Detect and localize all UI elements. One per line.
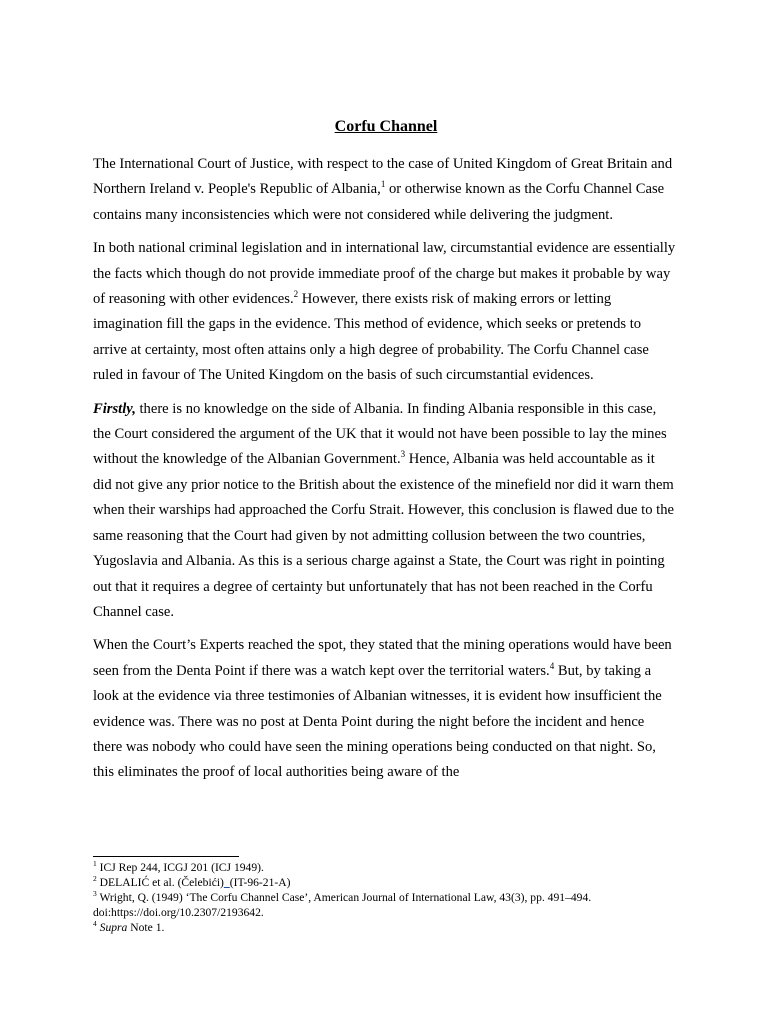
paragraph-text: But, by taking a look at the evidence via three testimonies of Albanian witnesses, it is evident how insufficient the evidence was. There was no post at Denta Point during the night before the incident and hence there was nobody who could have seen the mining operations being conducted on that night. So, this eliminates the proof of local authorities being aware of the bbox=[93, 662, 662, 781]
footnote-link[interactable]: _ bbox=[223, 876, 230, 889]
footnote-text-after: (IT-96-21-A) bbox=[229, 876, 291, 889]
footnote-1 bbox=[93, 860, 677, 875]
footnote-2 bbox=[93, 875, 677, 890]
paragraph-text: In both national criminal legislation and in international law, circumstantial evidence are essentially the facts which though do not provide immediate proof of the charge but makes it probable by way of reasoning with other evidences. bbox=[93, 240, 676, 308]
paragraph-4 bbox=[93, 633, 677, 785]
paragraph-text: The International Court of Justice, with respect to the case of United Kingdom of Great Britain and Northern Ireland v. People's Republic of Albania, bbox=[93, 156, 673, 198]
footnote-italic: Supra bbox=[99, 921, 128, 934]
footnote-3 bbox=[93, 890, 677, 920]
paragraph-3 bbox=[93, 397, 677, 626]
footnote-ref-4[interactable]: 4 bbox=[549, 660, 555, 671]
footnote-number: 3 bbox=[93, 889, 97, 899]
footnote-text: Wright, Q. (1949) ‘The Corfu Channel Case’, American Journal of International Law, 43(3), pp. 491–494. doi:https://doi.org/10.2307/2193642. bbox=[93, 891, 592, 919]
footnote-4 bbox=[93, 920, 677, 935]
footnote-ref-3[interactable]: 3 bbox=[400, 449, 406, 460]
footnote-number: 4 bbox=[93, 919, 97, 929]
footnote-ref-1[interactable]: 1 bbox=[380, 179, 386, 190]
paragraph-lead: Firstly, bbox=[93, 400, 136, 417]
paragraph-text: Hence, Albania was held accountable as it did not give any prior notice to the British about the existence of the minefield nor did it warn them when their warships had approached the Corfu Strait. However, this conclusion is flawed due to the same reasoning that the Court had given by not admitting collusion between the two countries, Yugoslavia and Albania. As this is a serious charge against a State, the Court was right in pointing out that it requires a degree of certainty but unfortunately that has not been reached in the Corfu Channel case. bbox=[93, 451, 674, 620]
footnotes-section bbox=[93, 856, 677, 935]
footnote-text: ICJ Rep 244, ICGJ 201 (ICJ 1949). bbox=[99, 861, 264, 874]
paragraph-text: When the Court’s Experts reached the spot, they stated that the mining operations would have been seen from the Denta Point if there was a watch kept over the territorial waters. bbox=[93, 637, 672, 679]
footnote-ref-2[interactable]: 2 bbox=[293, 289, 299, 300]
paragraph-text: However, there exists risk of making errors or letting imagination fill the gaps in the evidence. This method of evidence, which seeks or pretends to arrive at certainty, most often attains only a high degree of probability. The Corfu Channel case ruled in favour of The United Kingdom on the basis of such circumstantial evidences. bbox=[93, 291, 649, 384]
paragraph-2 bbox=[93, 236, 677, 388]
paragraph-1 bbox=[93, 152, 677, 228]
document-body bbox=[93, 116, 677, 794]
footnote-separator bbox=[93, 856, 239, 857]
paragraph-text: there is no knowledge on the side of Albania. In finding Albania responsible in this case, the Court considered the argument of the UK that it would not have been possible to lay the mines without the knowledge of the Albanian Government. bbox=[93, 400, 667, 468]
footnote-number: 1 bbox=[93, 859, 97, 869]
footnote-text: DELALIĆ et al. (Čelebići) bbox=[99, 876, 224, 889]
document-title: Corfu Channel bbox=[334, 118, 438, 135]
footnote-number: 2 bbox=[93, 874, 97, 884]
footnote-text: Note 1. bbox=[127, 921, 165, 934]
paragraph-text: or otherwise known as the Corfu Channel Case contains many inconsistencies which were not considered while delivering the judgment. bbox=[93, 181, 665, 223]
